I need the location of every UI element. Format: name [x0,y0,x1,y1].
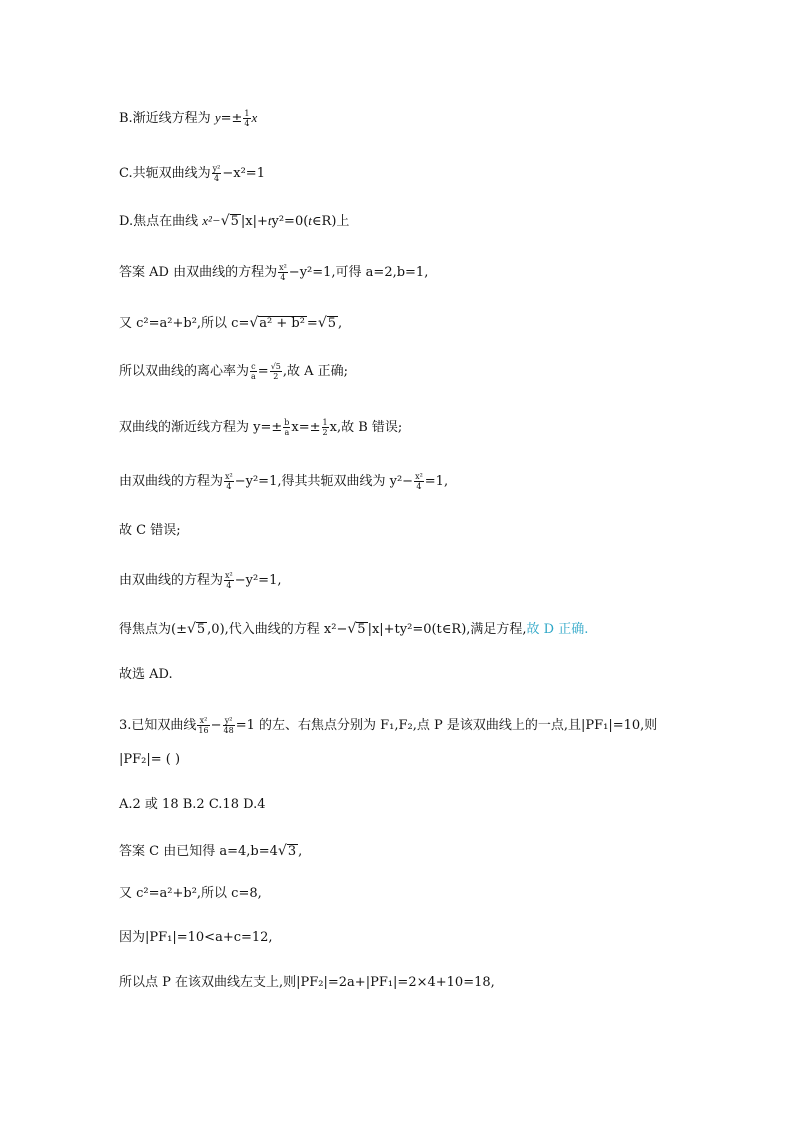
question-3: 3.已知双曲线 $\frac{\text{x²}}{16}$ − $\frac{\text{y²}}{48}$ =1 的左、右焦点分别为 F₁,F₂,点 P 是该双曲线上的一点,且|PF₁|=10,则 [119,716,658,735]
question-3-options: A.2 或 18 B.2 C.18 D.4 [119,797,266,812]
line-select: 故选 AD. [119,667,173,682]
line-focus: 得焦点为(±√5 ,0),代入曲线的方程 x²−√5 |x|+ty²=0(t∈R),满足方程,故 D 正确. [119,621,589,637]
question-3-line2: |PF₂|= ( ) [119,752,181,767]
line-c-wrong: 故 C 错误; [119,523,181,538]
option-d: D.焦点在曲线 x²−√5 |x|+ty²=0(t∈R)上 [119,213,350,229]
fraction: $\frac{\text{x²}}{4}$ [415,472,423,491]
option-b: B.渐近线方程为 y=± $\frac{1}{4}$ x [119,109,258,128]
line-eccentricity: 所以双曲线的离心率为 $\frac{c}{a}$ = $\frac{√5}{2}$ ,故 A 正确; [119,362,349,381]
fraction: $\frac{√5}{2}$ [270,362,281,381]
fraction: $\frac{1}{2}$ [322,418,328,437]
answer-3-line2: 又 c²=a²+b²,所以 c=8, [119,886,262,901]
fraction: $\frac{\text{x²}}{16}$ [198,716,209,735]
fraction: $\frac{b}{a}$ [284,418,290,437]
line-c-value: 又 c²=a²+b²,所以 c=√a² + b² =√5 , [119,315,343,331]
answer-3: 答案 C 由已知得 a=4,b=4√3 , [119,843,303,859]
fraction: $\frac{\text{y²}}{4}$ [212,164,221,183]
fraction: $\frac{1}{4}$ [244,109,250,128]
fraction: $\frac{\text{y²}}{48}$ [223,716,234,735]
fraction: $\frac{\text{x²}}{4}$ [279,263,287,282]
line-equation: 由双曲线的方程为 $\frac{\text{x²}}{4}$ −y²=1, [119,571,282,590]
line-conjugate: 由双曲线的方程为 $\frac{\text{x²}}{4}$ −y²=1,得其共轭双曲线为 y²− $\frac{\text{x²}}{4}$ =1, [119,472,449,491]
fraction: $\frac{\text{x²}}{4}$ [225,472,233,491]
answer-3-line4: 所以点 P 在该双曲线左支上,则|PF₂|=2a+|PF₁|=2×4+10=18, [119,975,495,990]
fraction: $\frac{\text{x²}}{4}$ [225,571,233,590]
highlight-text: 故 D 正确. [526,622,589,637]
line-asymptote: 双曲线的渐近线方程为 y=± $\frac{b}{a}$ x=± $\frac{1}{2}$ x,故 B 错误; [119,418,403,437]
option-c: C.共轭双曲线为 $\frac{\text{y²}}{4}$ −x²=1 [119,164,265,183]
fraction: $\frac{c}{a}$ [251,362,256,381]
answer-3-line3: 因为|PF₁|=10<a+c=12, [119,930,273,945]
answer-1: 答案 AD 由双曲线的方程为 $\frac{\text{x²}}{4}$ −y²=1,可得 a=2,b=1, [119,263,429,282]
